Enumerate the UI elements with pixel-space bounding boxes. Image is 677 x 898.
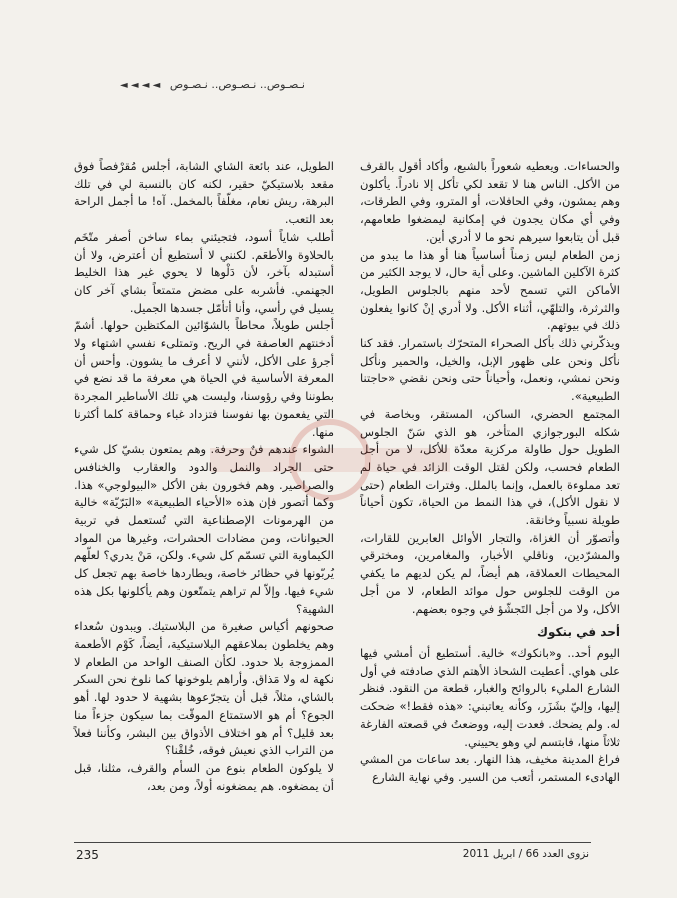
paragraph: أطلب شاياً أسود، فتجيئني بماء ساخن أصفر متّخَم بالحلاوة والأطعَم. لكنني لا أستطيع أن أعترض، ولا أن أستبدله بآخر، لأن دَلْوها لا يحوي غير هذا الخليط الجهنمي. فأشربه على مضض متمتعاً بشاي آخر كان يسيل في رأسي، وأنا أتأمّل جسدها الجميل. [74,229,334,315]
left-column [74,158,334,795]
paragraph: لا يلوكون الطعام بنوع من السأم والقرف، مثلنا، قبل أن يمضغوه. هم يمضغونه أولاً، ومن بعد، [74,760,334,793]
paragraph: زمن الطعام ليس زمناً أساسياً هنا أو هذا ما يبدو من كثرة الآكلين الماشين. وعلى أية حال، لا يوجد الكثير من الأماكن التي تسمح لأحد منهم بالجلوس الطويل، والثرثرة، والتلهّي، أثناء الأكل. ولا أدري إنْ كانوا يفعلون ذلك في بيوتهم. [360,247,620,333]
paragraph: ويذكّرني ذلك بأكل الصحراء المتحرّك باستمرار. فقد كنا نأكل ونحن على ظهور الإبل، والخيل، والحمير ونأكل ونحن نمشي، ونعمل، وأحياناً حتى ونحن نقضي «حاجتنا الطبيعية». [360,336,620,404]
paragraph: أجلس طويلاً، محاطاً بالشوّائين المكتظين حولها. أشمّ أدخنتهم العاصفة في الريح. وتمتلىء نفسي اشتهاء ولا أجرؤ على الأكل، لأنني لا أعرف ما يشوون. وأحس أن المعرفة الأساسية في الحياة هي معرفة ما قد نضع في بطوننا وفي رؤوسنا، وليست هي تلك الأساطير المجردة التي يفعمون بها نفوسنا فتزداد غباء وحماقة كلما أكثرنا منها. [74,318,334,439]
paragraph: اليوم أحد.. و«بانكوك» خالية. أستطيع أن أمشي فيها على هواي. أعطيت الشحاذ الأهتم الذي صادفته في أول الشارع المليء بالروائح والغبار، قطعة من النقود. فنظر إليها، وإليّ بشَزَر، وكأنه يعاتبني: «هذه فقط!» ضحكت له. ولم يضحك. فعدت إليه، ووضعتُ في قصعته الفارغة ثلاثاً منها، فابتسم لي وهو يحييني. [360,645,620,749]
paragraph: المجتمع الحضري، الساكن، المستقر، وبخاصة في شكله البورجوازي المتأخر، هو الذي سَنّ الجلوس الطويل حول طاولة مركزية معدّة للأكل، لا من أجل الطعام فحسب، ولكن لقتل الوقت الزائد في حياة لم تعد مملوءة بالعمل، وإنما بالملل. وفترات الطعام (حتى لا نقول الأكل)، في هذا النمط من الحياة، تكون أحياناً طويلة نسبياً وخانقة. [360,406,620,528]
paragraph: صحونهم أكياس صغيرة من البلاستيك. ويبدون سُعداء وهم يخلطون بملاعقهم البلاستيكية، أيضاً، كَوْم الأطعمة الممزوجة بلا حدود. لكأن الصنف الواحد من الطعام لا نكهة له ولا مَذاق. وأراهم يلوخونها كما نلوخ نحن السكر بالشاي، مثلاً، قبل أن يتجرّعوها بشهية لا حدود لها. أهو الجوع؟ أم هو الاستمتاع الموقّت بما سيكون جزءاً منا بعد قليل؟ أم هو اختلاف الأذواق بين البشر، وكأننا فعلاً من التراب الذي نعيش فوقه، خُلقْنا؟ [74,619,334,758]
paragraph: الطويل، عند بائعة الشاي الشابة، أجلس مُقرْفصاً فوق مقعد بلاستيكيّ حقير، لكنه كان بالنسبة لي في تلك البرهة، ريش نعام، مغلّفاً بالمخمل. آه! ما أجمل الراحة بعد التعب. [74,159,334,227]
paragraph: الشواء عندهم فنٌ وحرفة. وهم يمتعون بشيّ كل شيء حتى الجراد والنمل والدود والعقارب والخنافس والصراصير. وهم فخورون بفن الأكل «البيولوجي» هذا. وكما أتصور فإن هذه «الأحياء الطبيعية» «البَرّيّة» خالية من الهرمونات الإصطناعية التي تُستعمل في تربية الحيوانات، ومن مضادات الحشرات، وغيرها من المواد الكيماوية التي تسمّم كل شيء. ولكن، مَنْ يدري؟ لعلّهم يُربّونها في حظائر خاصة، ويطاردها خاصة بهم تجعل كل شيء فيها. وإلاّ لم تراهم يتمتّعون وهم يأكلونها بكل هذه الشهية؟ [74,442,334,616]
issue-info: نزوى العدد 66 / ابريل 2011 [462,848,589,860]
running-header [120,78,305,96]
arrow-icons: ◄ ◄ ◄ ◄ [120,80,161,91]
running-title: نـصـوص.. نـصـوص.. نـصـوص [169,78,305,91]
section-subheading: أحد في بنكوك [537,625,620,640]
page-number: 235 [76,848,99,862]
right-column [360,158,620,787]
paragraph: فراغ المدينة مخيف، هذا النهار. بعد ساعات من المشي الهادىء المستمر، أتعب من السير. وفي نهاية الشارع [360,752,620,784]
footer-divider [74,842,591,843]
paragraph: والحساءات. ويعطيه شعوراً بالشبع، وأكاد أقول بالقرف من الأكل. الناس هنا لا تقعد لكي تأكل إلا نادراً. يأكلون وهم يمشون، وفي الحافلات، أو المترو، وفي الطرقات، وفي أي مكان يجدون في إمكانية ليمضغوا طعامهم، قبل أن يتابعوا سيرهم نحو ما لا أدري أين. [360,159,620,244]
paragraph: وأتصوّر أن الغزاة، والتجار الأوائل العابرين للقارات، والمشرّدين، وناقلي الأخبار، والمغامرين، ومخترقي المحيطات العملاقة، هم أيضاً، لم يكن لديهم ما يكفي من الوقت للجلوس حول موائد الطعام، لا من أجل الأكل، ولا من أجل التَجشّؤ في وجوه بعضهم. [360,530,620,616]
